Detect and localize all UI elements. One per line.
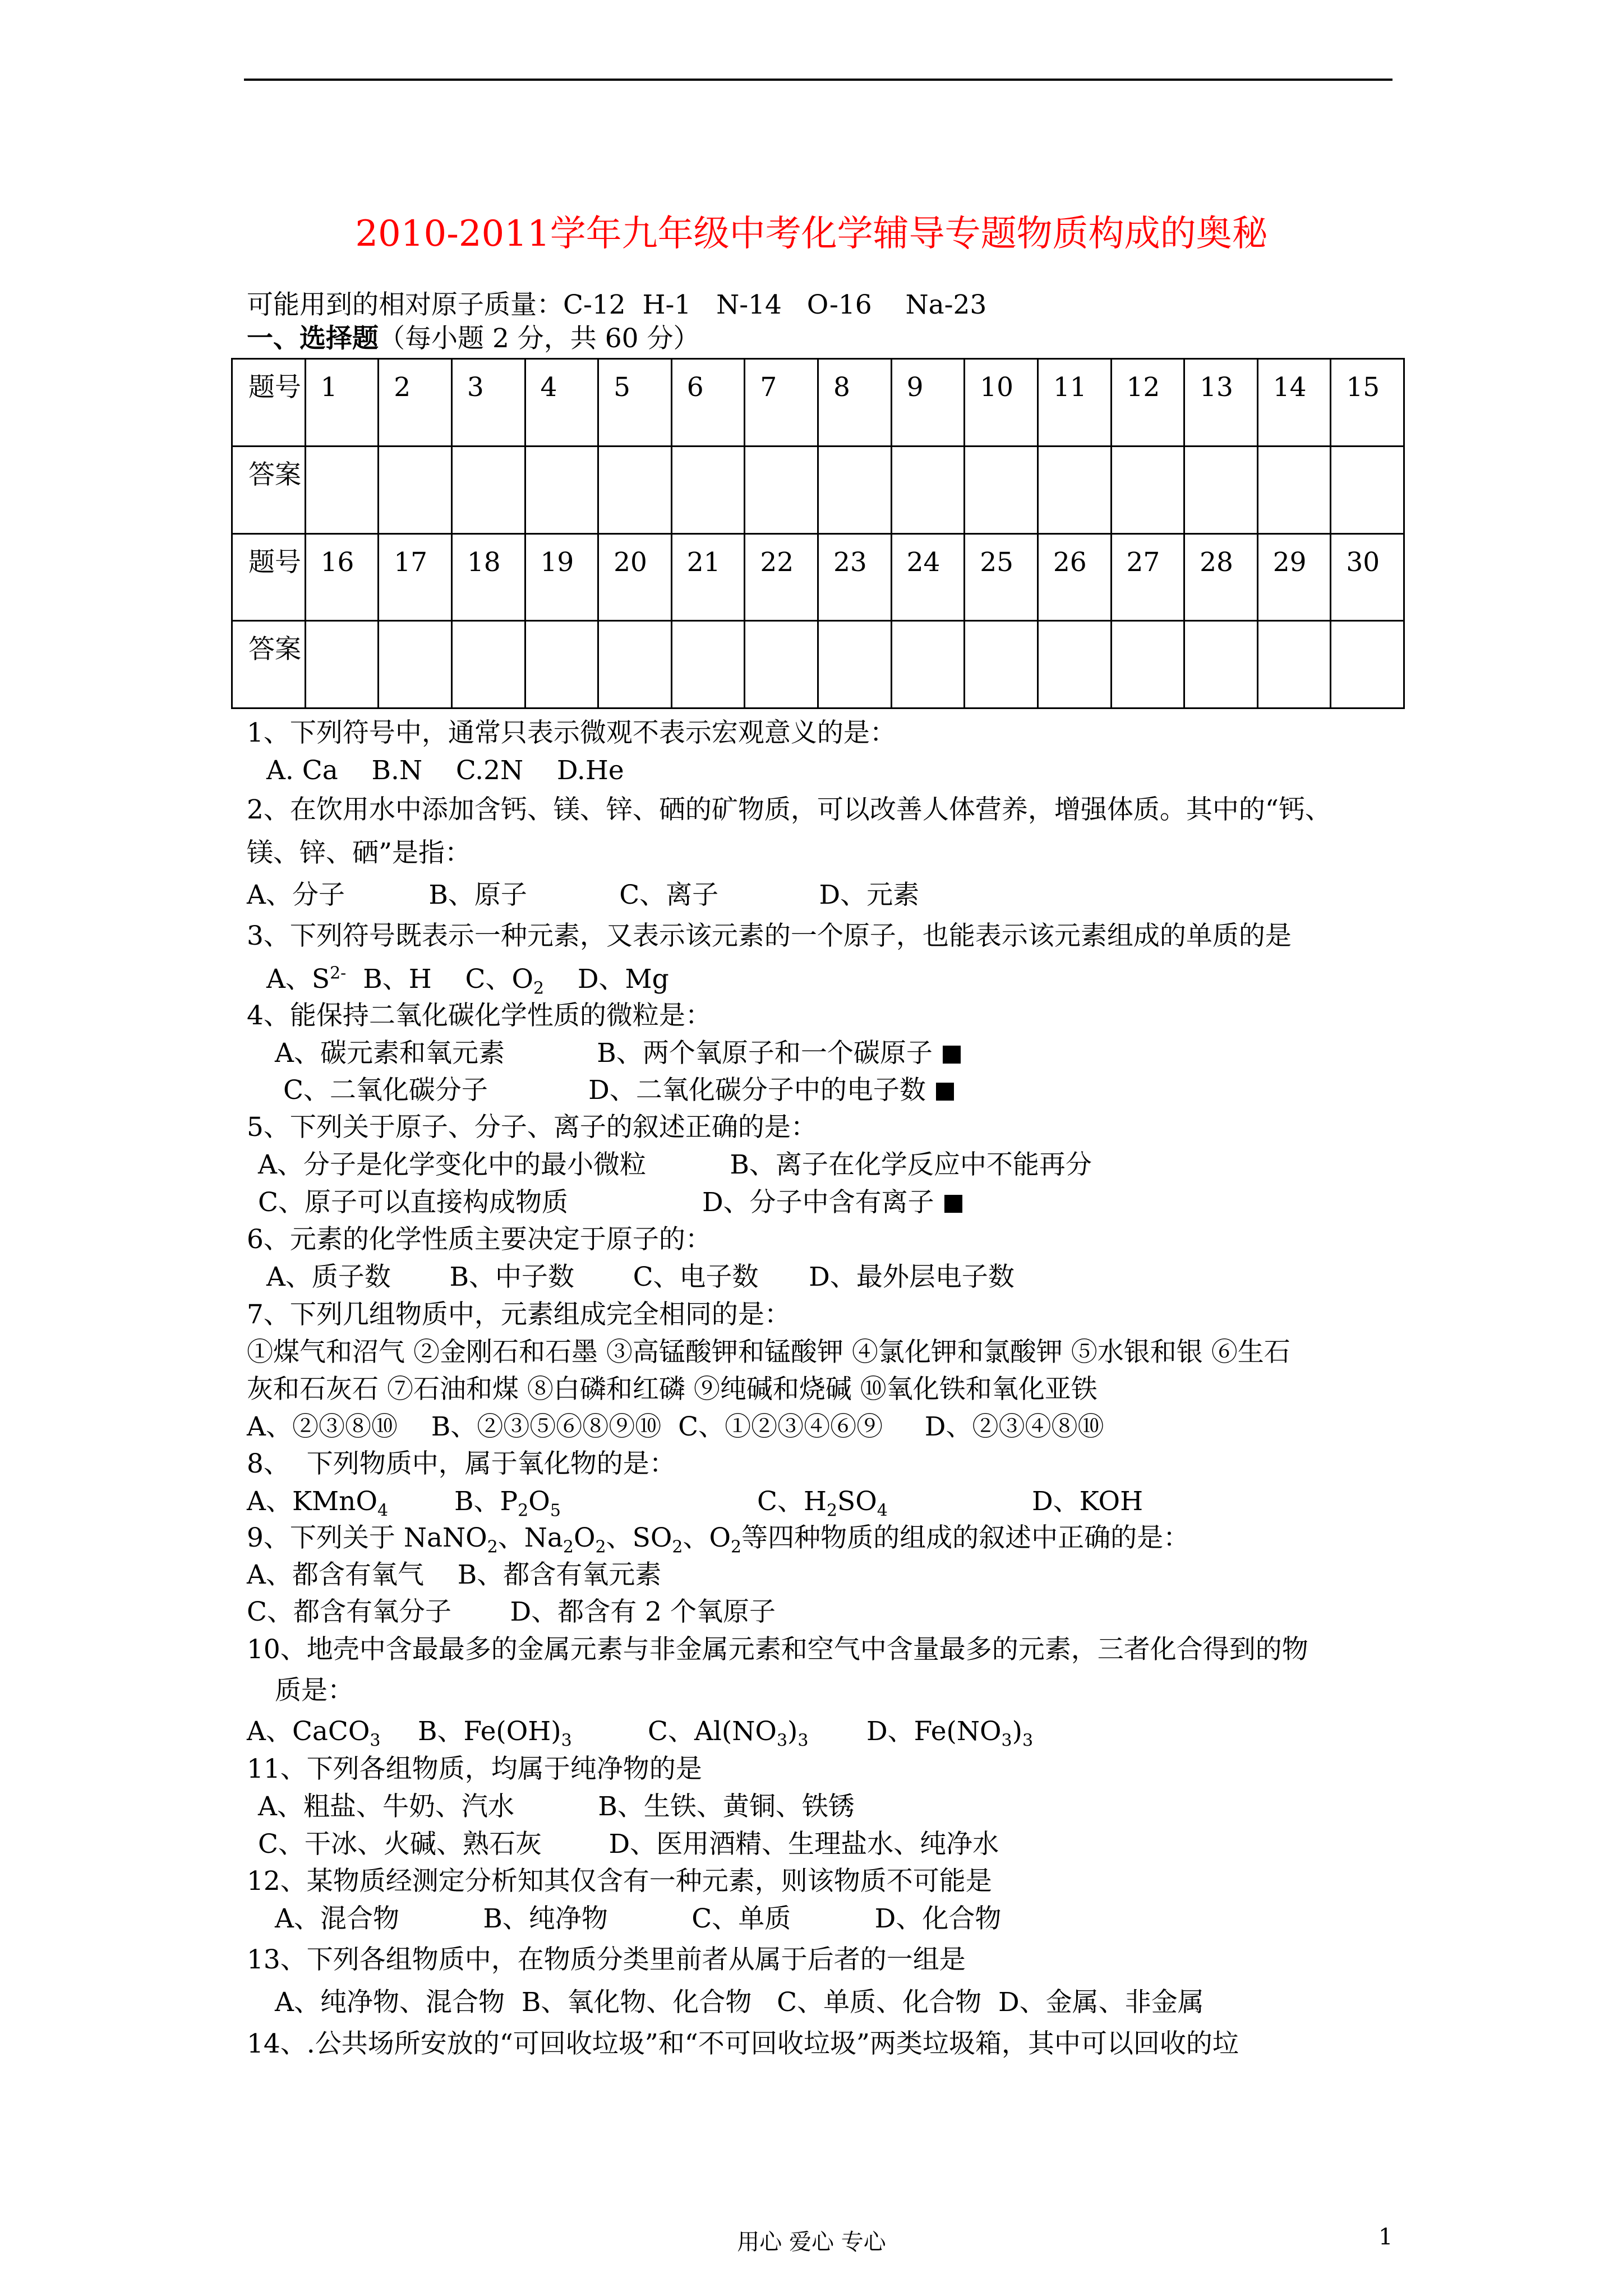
question-number-cell: 27 — [1111, 533, 1184, 621]
q11-options-1: A、粗盐、牛奶、汽水 B、生铁、黄铜、铁锈 — [258, 1791, 855, 1822]
black-square-icon — [943, 1046, 961, 1064]
answer-cell[interactable] — [1111, 621, 1184, 708]
question-number-cell: 30 — [1331, 533, 1404, 621]
question-number-cell: 28 — [1184, 533, 1258, 621]
q14-stem: 14、.公共场所安放的“可回收垃圾”和“不可回收垃圾”两类垃圾箱，其中可以回收的垃 — [247, 2028, 1239, 2059]
q1-stem: 1、下列符号中，通常只表示微观不表示宏观意义的是： — [247, 717, 896, 748]
answer-cell[interactable] — [525, 621, 598, 708]
answer-cell[interactable] — [379, 446, 452, 533]
question-number-cell: 7 — [745, 359, 818, 447]
q2-stem-cont: 镁、锌、硒”是指： — [247, 838, 472, 868]
q8-stem: 8、 下列物质中，属于氧化物的是： — [247, 1448, 676, 1479]
question-number-cell: 24 — [891, 533, 965, 621]
q5-opt-cd: C、原子可以直接构成物质 D、分子中含有离子 — [258, 1187, 934, 1218]
q4-opt-ab: A、碳元素和氧元素 B、两个氧原子和一个碳原子 — [275, 1038, 933, 1069]
answer-cell[interactable] — [598, 621, 672, 708]
question-number-cell: 4 — [525, 359, 598, 447]
answer-cell[interactable] — [379, 621, 452, 708]
question-number-label: 题号 — [232, 533, 306, 621]
answer-cell[interactable] — [818, 621, 892, 708]
question-number-cell: 10 — [965, 359, 1038, 447]
answer-cell[interactable] — [1257, 621, 1331, 708]
answer-cell[interactable] — [1257, 446, 1331, 533]
answer-cell[interactable] — [891, 621, 965, 708]
answer-cell[interactable] — [671, 446, 745, 533]
q7-items-2: 灰和石灰石 ⑦石油和煤 ⑧白磷和红磷 ⑨纯碱和烧碱 ⑩氧化铁和氧化亚铁 — [247, 1374, 1098, 1405]
question-number-cell: 12 — [1111, 359, 1184, 447]
q10-stem: 10、地壳中含最最多的金属元素与非金属元素和空气中含量最多的元素，三者化合得到的物 — [247, 1634, 1308, 1665]
q13-stem: 13、下列各组物质中，在物质分类里前者从属于后者的一组是 — [247, 1944, 966, 1975]
q12-options: A、混合物 B、纯净物 C、单质 D、化合物 — [275, 1903, 1002, 1934]
answer-cell[interactable] — [1038, 446, 1111, 533]
q10-stem-cont: 质是： — [275, 1675, 354, 1706]
black-square-icon — [936, 1083, 954, 1101]
q3-options — [258, 963, 669, 999]
q5-options-1: A、分子是化学变化中的最小微粒 B、离子在化学反应中不能再分 — [258, 1149, 1092, 1180]
footer-motto: 用心 爱心 专心 — [737, 2229, 886, 2255]
question-number-cell: 20 — [598, 533, 672, 621]
question-number-cell: 29 — [1257, 533, 1331, 621]
q8-opt-d: D、KOH — [1032, 1486, 1144, 1517]
q13-options: A、纯净物、混合物 B、氧化物、化合物 C、单质、化合物 D、金属、非金属 — [275, 1987, 1204, 2018]
question-number-cell: 3 — [451, 359, 525, 447]
q8-opt-a: A、KMnO$_4$ — [247, 1486, 389, 1521]
question-number-label: 题号 — [232, 359, 306, 447]
question-number-cell: 5 — [598, 359, 672, 447]
q12-stem: 12、某物质经测定分析知其仅含有一种元素，则该物质不可能是 — [247, 1866, 992, 1897]
question-number-cell: 2 — [379, 359, 452, 447]
section-heading — [247, 325, 699, 352]
question-number-cell: 15 — [1331, 359, 1404, 447]
q10-opt-d: D、$Fe(NO_3)_3$ — [866, 1716, 1034, 1751]
atomic-masses: 可能用到的相对原子质量：C-12 H-1 N-14 O-16 Na-23 — [247, 289, 987, 320]
question-number-cell: 25 — [965, 533, 1038, 621]
q6-stem: 6、元素的化学性质主要决定于原子的： — [247, 1224, 712, 1255]
question-number-cell: 11 — [1038, 359, 1111, 447]
section-note: （每小题 2 分，共 60 分） — [379, 323, 700, 354]
answer-cell[interactable] — [1331, 446, 1404, 533]
q2-stem: 2、在饮用水中添加含钙、镁、锌、硒的矿物质，可以改善人体营养，增强体质。其中的“钙、 — [247, 794, 1331, 825]
q4-stem: 4、能保持二氧化碳化学性质的微粒是： — [247, 1000, 712, 1031]
question-number-cell: 16 — [305, 533, 379, 621]
answer-cell[interactable] — [745, 446, 818, 533]
q8-opt-c: C、$H_2SO_4$ — [757, 1486, 888, 1521]
answer-cell[interactable] — [451, 446, 525, 533]
page-number: 1 — [1378, 2224, 1393, 2250]
answer-cell[interactable] — [305, 621, 379, 708]
question-number-cell: 19 — [525, 533, 598, 621]
answer-cell[interactable] — [671, 621, 745, 708]
question-number-cell: 26 — [1038, 533, 1111, 621]
q11-options-2: C、干冰、火碱、熟石灰 D、医用酒精、生理盐水、纯净水 — [258, 1829, 999, 1860]
answer-cell[interactable] — [598, 446, 672, 533]
answer-cell[interactable] — [1111, 446, 1184, 533]
q3-opt-d: D、Mg — [544, 964, 669, 995]
q4-options-2 — [275, 1075, 954, 1106]
answer-label: 答案 — [232, 446, 306, 533]
question-number-cell: 8 — [818, 359, 892, 447]
answer-cell[interactable] — [451, 621, 525, 708]
q5-stem: 5、下列关于原子、分子、离子的叙述正确的是： — [247, 1112, 817, 1143]
question-number-cell: 22 — [745, 533, 818, 621]
question-number-cell: 17 — [379, 533, 452, 621]
q6-options: A、质子数 B、中子数 C、电子数 D、最外层电子数 — [258, 1262, 1015, 1292]
answer-cell[interactable] — [1038, 621, 1111, 708]
q11-stem: 11、下列各组物质，均属于纯净物的是 — [247, 1754, 702, 1784]
q9-options-1: A、都含有氧气 B、都含有氧元素 — [247, 1559, 662, 1590]
question-number-cell: 21 — [671, 533, 745, 621]
answer-cell[interactable] — [818, 446, 892, 533]
q3-stem: 3、下列符号既表示一种元素，又表示该元素的一个原子，也能表示该元素组成的单质的是 — [247, 921, 1292, 951]
question-number-cell: 6 — [671, 359, 745, 447]
answer-cell[interactable] — [965, 621, 1038, 708]
answer-cell[interactable] — [745, 621, 818, 708]
q1-options: A. Ca B.N C.2N D.He — [258, 755, 624, 786]
question-number-cell: 1 — [305, 359, 379, 447]
q7-stem: 7、下列几组物质中，元素组成完全相同的是： — [247, 1299, 791, 1330]
question-number-cell: 18 — [451, 533, 525, 621]
q2-options: A、分子 B、原子 C、离子 D、元素 — [247, 880, 920, 910]
q3-opt-a-charge: 2- — [330, 963, 347, 983]
q10-opt-b: B、$Fe(OH)_3$ — [418, 1716, 572, 1751]
answer-cell[interactable] — [525, 446, 598, 533]
answer-cell[interactable] — [891, 446, 965, 533]
answer-cell[interactable] — [1184, 446, 1258, 533]
q3-opt-a: A、S — [258, 964, 330, 995]
q5-options-2 — [258, 1189, 962, 1216]
answer-table — [231, 358, 1405, 709]
question-number-cell: 9 — [891, 359, 965, 447]
q10-opt-a: A、CaCO$_3$ — [247, 1716, 381, 1751]
header-rule — [244, 79, 1393, 81]
section-name: 一、选择题 — [247, 323, 379, 354]
q3-opt-c-sub: 2 — [533, 978, 545, 999]
page-title: 2010-2011学年九年级中考化学辅导专题物质构成的奥秘 — [355, 213, 1268, 255]
q7-options: A、②③⑧⑩ B、②③⑤⑥⑧⑨⑩ C、①②③④⑥⑨ D、②③④⑧⑩ — [247, 1411, 1104, 1442]
answer-row — [232, 446, 1404, 533]
q4-options-1 — [275, 1038, 961, 1069]
black-square-icon — [944, 1195, 962, 1213]
answer-cell[interactable] — [1184, 621, 1258, 708]
q10-opt-c: C、$Al(NO_3)_3$ — [648, 1716, 809, 1751]
answer-cell[interactable] — [965, 446, 1038, 533]
q9-options-2: C、都含有氧分子 D、都含有 2 个氧原子 — [247, 1596, 776, 1627]
q7-items-1: ①煤气和沼气 ②金刚石和石墨 ③高锰酸钾和锰酸钾 ④氯化钾和氯酸钾 ⑤水银和银 ⑥生石 — [247, 1337, 1290, 1368]
answer-cell[interactable] — [1331, 621, 1404, 708]
question-number-row — [232, 533, 1404, 621]
question-number-cell: 13 — [1184, 359, 1258, 447]
question-number-row — [232, 359, 1404, 447]
question-number-cell: 14 — [1257, 359, 1331, 447]
answer-cell[interactable] — [305, 446, 379, 533]
q4-opt-cd: C、二氧化碳分子 D、二氧化碳分子中的电子数 — [275, 1075, 926, 1106]
q9-stem: 9、下列关于 NaNO$_2$、$Na_2O_2$、$SO_2$、$O_2$等四种物质的组成的叙述中正确的是： — [247, 1522, 1190, 1557]
answer-label: 答案 — [232, 621, 306, 708]
q8-opt-b: B、$P_2O_5$ — [454, 1486, 561, 1521]
answer-row — [232, 621, 1404, 708]
q3-opt-bc: B、H C、O — [346, 964, 533, 995]
question-number-cell: 23 — [818, 533, 892, 621]
